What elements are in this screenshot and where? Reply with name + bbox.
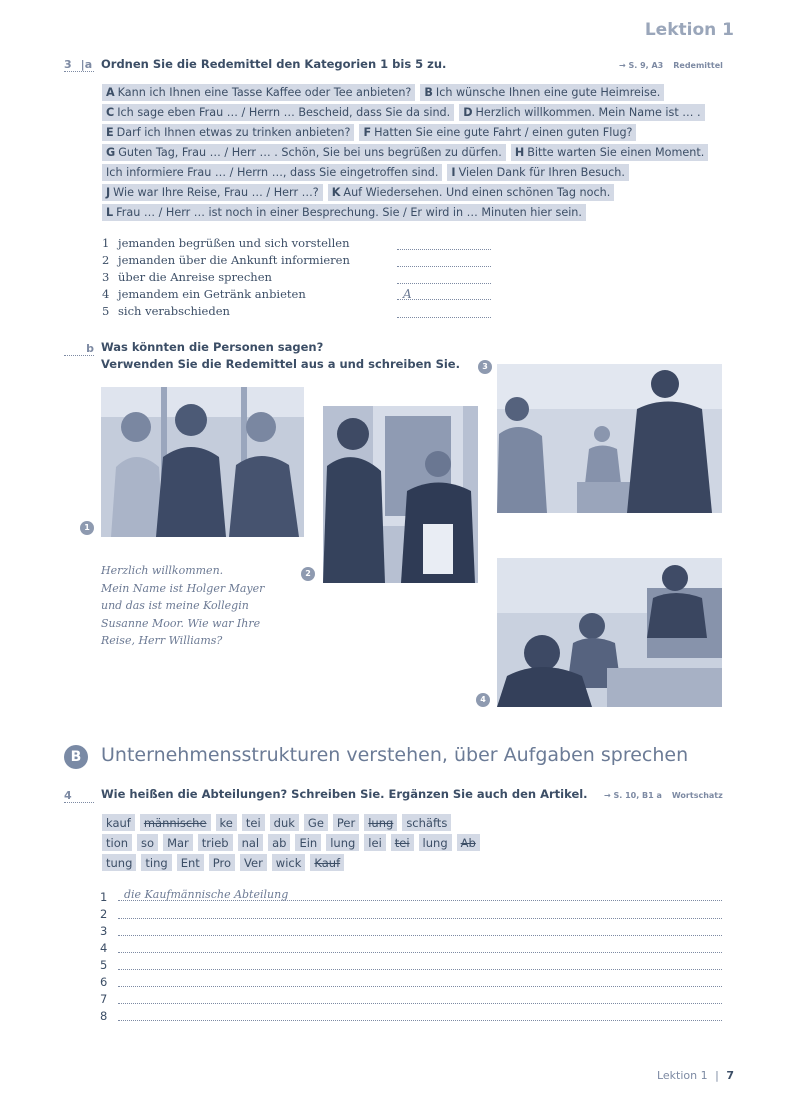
syllable-chip: tion (102, 834, 132, 851)
syllable-chip-used: lung (364, 814, 397, 831)
syllable-row-1 (102, 814, 451, 831)
answer-line-5[interactable] (118, 956, 722, 970)
answer-field-4[interactable]: A (397, 287, 491, 300)
phrase-chip-d: D Herzlich willkommen. Mein Name ist … . (459, 104, 704, 121)
phrase-chip-f: F Hatten Sie eine gute Fahrt / einen guten Flug? (359, 124, 636, 141)
syllable-chip: lung (326, 834, 359, 851)
task-item: 1 jemanden begrüßen und sich vorstellen (102, 236, 350, 250)
photo-4-illustration (497, 558, 722, 707)
task-item: 2 jemanden über die Ankunft informieren (102, 253, 350, 267)
phrase-row-2 (102, 104, 705, 121)
syllable-chip: Mar (163, 834, 193, 851)
syllable-chip: nal (238, 834, 264, 851)
answer-line-7[interactable] (118, 990, 722, 1004)
task-item: 3 über die Anreise sprechen (102, 270, 272, 284)
photo-2-illustration (323, 406, 478, 583)
phrase-chip-i: I Vielen Dank für Ihren Besuch. (447, 164, 629, 181)
syllable-chip: ab (268, 834, 290, 851)
photo-badge-2: 2 (301, 567, 315, 581)
handwritten-answer: Herzlich willkommen. Mein Name ist Holger Mayer und das ist meine Kollegin Susanne Moor. Wie war Ihre Reise, Herr Williams? (101, 564, 265, 647)
answer-field-2[interactable] (397, 253, 491, 267)
answer-line-6[interactable] (118, 973, 722, 987)
syllable-chip: tung (102, 854, 136, 871)
exercise-3a-reference: → S. 9, A3 Redemittel (619, 61, 723, 70)
syllable-chip: duk (270, 814, 299, 831)
section-b-badge: B (64, 745, 88, 769)
line-number: 6 (100, 975, 108, 989)
syllable-row-3 (102, 854, 344, 871)
line-number: 2 (100, 907, 108, 921)
syllable-chip: Ver (240, 854, 267, 871)
photo-badge-1: 1 (80, 521, 94, 535)
syllable-chip: trieb (198, 834, 233, 851)
phrase-chip-g: G Guten Tag, Frau … / Herr … . Schön, Sie bei uns begrüßen zu dürfen. (102, 144, 506, 161)
syllable-chip: ke (216, 814, 237, 831)
answer-field-3[interactable] (397, 270, 491, 284)
syllable-chip-used: Ab (457, 834, 480, 851)
phrase-chip-e: E Darf ich Ihnen etwas zu trinken anbieten? (102, 124, 354, 141)
syllable-chip-used: Kauf (310, 854, 344, 871)
syllable-row-2 (102, 834, 480, 851)
task-item: 4 jemandem ein Getränk anbieten (102, 287, 306, 301)
phrase-chip-j: J Wie war Ihre Reise, Frau … / Herr …? (102, 184, 323, 201)
exercise-4-number: 4 (64, 789, 94, 803)
answer-line-1[interactable]: die Kaufmännische Abteilung (118, 888, 722, 901)
syllable-chip: Ge (304, 814, 328, 831)
line-number: 7 (100, 992, 108, 1006)
phrase-row-3 (102, 124, 636, 141)
phrase-chip-l: L Frau … / Herr … ist noch in einer Besprechung. Sie / Er wird in … Minuten hier sein. (102, 204, 586, 221)
phrase-chip-k: K Auf Wiedersehen. Und einen schönen Tag noch. (328, 184, 615, 201)
answer-field-1[interactable] (397, 236, 491, 250)
task-item: 5 sich verabschieden (102, 304, 230, 318)
syllable-chip-used: tei (391, 834, 414, 851)
answer-field-5[interactable] (397, 304, 491, 318)
photo-office-reception (497, 558, 722, 707)
answer-line-4[interactable] (118, 939, 722, 953)
phrase-row-6 (102, 184, 614, 201)
phrase-row-1 (102, 84, 664, 101)
syllable-chip: so (137, 834, 158, 851)
syllable-chip: Per (333, 814, 359, 831)
syllable-chip: lung (419, 834, 452, 851)
photo-conference-coffee (497, 364, 722, 513)
syllable-chip: Ein (295, 834, 321, 851)
photo-badge-4: 4 (476, 693, 490, 707)
syllable-chip: Ent (177, 854, 204, 871)
phrase-row-5 (102, 164, 629, 181)
syllable-chip: wick (272, 854, 306, 871)
section-b-title: Unternehmensstrukturen verstehen, über Aufgaben sprechen (101, 744, 689, 766)
photo-3-illustration (497, 364, 722, 513)
page-footer: Lektion 1 | 7 (656, 1069, 734, 1082)
lektion-header: Lektion 1 (644, 20, 734, 40)
page-number: 7 (726, 1069, 734, 1082)
line-number: 4 (100, 941, 108, 955)
syllable-chip: schäfts (402, 814, 451, 831)
exercise-3a-instruction: Ordnen Sie die Redemittel den Kategorien 1 bis 5 zu. (101, 57, 447, 71)
line-number: 5 (100, 958, 108, 972)
phrase-chip-a: A Kann ich Ihnen eine Tasse Kaffee oder Tee anbieten? (102, 84, 415, 101)
syllable-chip: tei (242, 814, 265, 831)
exercise-3-number: 3 |a (64, 58, 93, 71)
line-number: 8 (100, 1009, 108, 1023)
photo-greeting-three-people (101, 387, 304, 537)
exercise-4-reference: → S. 10, B1 a Wortschatz (604, 791, 723, 800)
phrase-row-7 (102, 204, 586, 221)
syllable-chip: lei (364, 834, 385, 851)
photo-1-illustration (101, 387, 304, 537)
syllable-chip: Pro (209, 854, 235, 871)
syllable-chip: ting (141, 854, 171, 871)
photo-handshake (323, 406, 478, 583)
line-number: 3 (100, 924, 108, 938)
exercise-3b-number: b (64, 342, 94, 356)
line-number: 1 (100, 890, 108, 904)
answer-line-8[interactable] (118, 1007, 722, 1021)
answer-line-2[interactable] (118, 905, 722, 919)
exercise-3b-instruction: Was könnten die Personen sagen? Verwenden Sie die Redemittel aus a und schreiben Sie. (101, 340, 460, 371)
phrase-chip-b: B Ich wünsche Ihnen eine gute Heimreise. (420, 84, 664, 101)
phrase-chip-c: C Ich sage eben Frau … / Herrn … Bescheid, dass Sie da sind. (102, 104, 454, 121)
photo-badge-3: 3 (478, 360, 492, 374)
exercise-4-instruction: Wie heißen die Abteilungen? Schreiben Sie. Ergänzen Sie auch den Artikel. (101, 787, 588, 801)
syllable-chip-used: männische (140, 814, 211, 831)
answer-line-3[interactable] (118, 922, 722, 936)
syllable-chip: kauf (102, 814, 135, 831)
phrase-row-4 (102, 144, 708, 161)
phrase-chip-h: H Bitte warten Sie einen Moment. (511, 144, 708, 161)
phrase-chip-unlettered: Ich informiere Frau … / Herrn …, dass Sie eingetroffen sind. (102, 164, 442, 181)
